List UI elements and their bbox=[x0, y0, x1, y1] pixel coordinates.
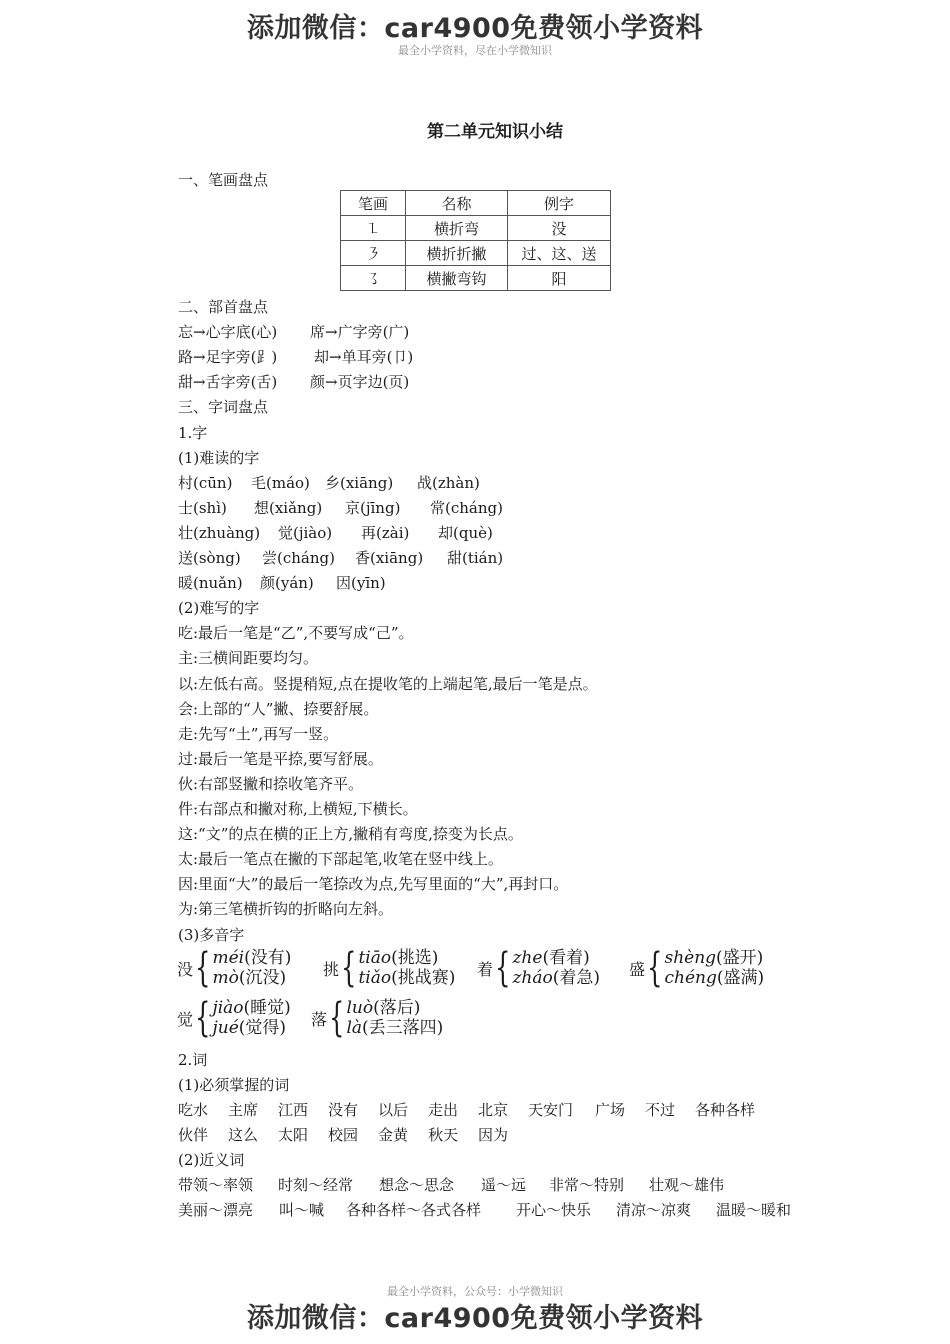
word-item: 秋天 bbox=[428, 1126, 459, 1144]
brace-icon: { bbox=[647, 945, 663, 991]
polyphone-word: (看着) bbox=[542, 948, 590, 968]
polyphone-group bbox=[177, 945, 292, 991]
top-faint-watermark: 最全小学资料，尽在小学微知识 bbox=[398, 44, 552, 57]
pinyin-item: 暖(nuǎn) bbox=[178, 574, 243, 592]
polyphone-word: (着急) bbox=[552, 968, 601, 988]
hard-read-heading: (1)难读的字 bbox=[178, 449, 260, 467]
hard-write-heading: (2)难写的字 bbox=[178, 599, 260, 617]
hard-read-line bbox=[178, 523, 493, 543]
pinyin-item: 乡(xiāng) bbox=[325, 474, 394, 492]
pinyin-item: 因(yīn) bbox=[336, 574, 386, 592]
section-heading-strokes: 一、笔画盘点 bbox=[178, 171, 269, 189]
example-cell: 过、这、送 bbox=[508, 241, 611, 266]
word-item: 因为 bbox=[478, 1126, 509, 1144]
bottom-faint-watermark: 最全小学资料，公众号：小学微知识 bbox=[387, 1285, 563, 1298]
polyphone-group bbox=[311, 995, 444, 1041]
word-item: 不过 bbox=[645, 1101, 676, 1119]
hard-write-line: 以:左低右高。竖提稍短,点在提收笔的上端起笔,最后一笔是点。 bbox=[178, 675, 598, 693]
polyphone-word: (盛开) bbox=[716, 948, 764, 968]
polyphone-reading: jiào bbox=[212, 998, 244, 1018]
top-watermark-banner: 添加微信：car4900免费领小学资料 bbox=[246, 13, 704, 44]
pinyin-item: 常(cháng) bbox=[430, 499, 503, 517]
polyphone-char: 着 bbox=[477, 959, 494, 979]
synonym-item: 非常～特别 bbox=[549, 1176, 625, 1194]
brace-icon: { bbox=[341, 945, 357, 991]
polyphone-heading: (3)多音字 bbox=[178, 926, 245, 944]
polyphone-char: 盛 bbox=[629, 959, 646, 979]
pinyin-item: 战(zhàn) bbox=[417, 474, 480, 492]
polyphone-word: (觉得) bbox=[238, 1018, 287, 1038]
pinyin-item: 士(shì) bbox=[178, 499, 227, 517]
table-row bbox=[341, 266, 611, 291]
table-row bbox=[341, 216, 611, 241]
polyphone-reading: méi bbox=[212, 948, 245, 968]
name-cell: 横折折撇 bbox=[406, 241, 508, 266]
pinyin-item: 想(xiǎng) bbox=[254, 499, 323, 517]
word-item: 没有 bbox=[328, 1101, 359, 1119]
bottom-watermark-banner: 添加微信：car4900免费领小学资料 bbox=[246, 1303, 704, 1334]
stroke-cell: ㇋ bbox=[341, 241, 406, 266]
hard-write-line: 会:上部的“人”撇、捺要舒展。 bbox=[178, 700, 379, 718]
pinyin-item: 颜(yán) bbox=[260, 574, 314, 592]
hard-read-line bbox=[178, 573, 386, 593]
synonym-item: 带领～率领 bbox=[178, 1176, 254, 1194]
hard-write-line: 为:第三笔横折钩的折略向左斜。 bbox=[178, 900, 394, 918]
word-item: 广场 bbox=[595, 1101, 626, 1119]
word-item: 主席 bbox=[228, 1101, 259, 1119]
name-cell: 横撇弯钩 bbox=[406, 266, 508, 291]
synonym-item: 开心～快乐 bbox=[516, 1201, 592, 1219]
pinyin-item: 村(cūn) bbox=[178, 474, 233, 492]
hard-read-line bbox=[178, 498, 503, 518]
stroke-cell: ㇌ bbox=[341, 266, 406, 291]
polyphone-reading: jué bbox=[212, 1018, 239, 1038]
synonym-heading: (2)近义词 bbox=[178, 1151, 245, 1169]
radical-item: 忘→心字底(心) bbox=[178, 323, 278, 341]
must-words-heading: (1)必须掌握的词 bbox=[178, 1076, 290, 1094]
pinyin-item: 再(zài) bbox=[361, 524, 410, 542]
word-item: 以后 bbox=[378, 1101, 409, 1119]
subheading-characters: 1.字 bbox=[178, 424, 208, 442]
brace-icon: { bbox=[495, 945, 511, 991]
polyphone-reading: shèng bbox=[664, 948, 717, 968]
word-item: 北京 bbox=[478, 1101, 509, 1119]
table-header-cell: 笔画 bbox=[341, 191, 406, 216]
word-item: 校园 bbox=[328, 1126, 359, 1144]
must-words-line bbox=[178, 1100, 755, 1120]
radical-item: 却→单耳旁(卩) bbox=[314, 348, 414, 366]
synonym-item: 各种各样～各式各样 bbox=[346, 1201, 482, 1219]
hard-write-line: 吃:最后一笔是“乙”,不要写成“己”。 bbox=[178, 624, 414, 642]
polyphone-char: 觉 bbox=[177, 1009, 194, 1029]
pinyin-item: 尝(cháng) bbox=[262, 549, 335, 567]
radical-item: 路→足字旁(⻊) bbox=[178, 348, 278, 366]
radical-line bbox=[178, 322, 409, 342]
polyphone-reading: là bbox=[346, 1018, 363, 1038]
section-heading-radicals: 二、部首盘点 bbox=[178, 298, 269, 316]
example-cell: 阳 bbox=[508, 266, 611, 291]
polyphone-reading: luò bbox=[346, 998, 374, 1018]
polyphone-word: (挑战赛) bbox=[391, 968, 456, 988]
strokes-table bbox=[340, 190, 611, 291]
synonym-item: 想念～思念 bbox=[379, 1176, 455, 1194]
radical-line bbox=[178, 347, 413, 367]
radical-item: 席→广字旁(广) bbox=[310, 323, 410, 341]
polyphone-reading: mò bbox=[212, 968, 239, 988]
polyphone-group bbox=[629, 945, 765, 991]
hard-write-line: 件:右部点和撇对称,上横短,下横长。 bbox=[178, 800, 418, 818]
polyphone-word: (盛满) bbox=[716, 968, 765, 988]
page-title: 第二单元知识小结 bbox=[427, 122, 563, 142]
example-cell: 没 bbox=[508, 216, 611, 241]
must-words-line bbox=[178, 1125, 508, 1145]
hard-write-line: 这:“文”的点在横的正上方,撇稍有弯度,捺变为长点。 bbox=[178, 825, 523, 843]
hard-read-line bbox=[178, 548, 503, 568]
section-heading-words: 三、字词盘点 bbox=[178, 398, 269, 416]
table-row bbox=[341, 241, 611, 266]
polyphone-word: (沉没) bbox=[238, 968, 287, 988]
polyphone-reading: chéng bbox=[664, 968, 717, 988]
radical-item: 颜→页字边(页) bbox=[310, 373, 410, 391]
pinyin-item: 送(sòng) bbox=[178, 549, 241, 567]
brace-icon: { bbox=[195, 945, 211, 991]
pinyin-item: 壮(zhuàng) bbox=[178, 524, 261, 542]
synonym-item: 清凉～凉爽 bbox=[616, 1201, 692, 1219]
synonym-item: 温暖～暖和 bbox=[716, 1201, 792, 1219]
word-item: 伙伴 bbox=[178, 1126, 209, 1144]
polyphone-word: (丢三落四) bbox=[362, 1018, 444, 1038]
radical-line bbox=[178, 372, 409, 392]
hard-write-line: 过:最后一笔是平捺,要写舒展。 bbox=[178, 750, 383, 768]
polyphone-word: (没有) bbox=[244, 948, 292, 968]
word-item: 这么 bbox=[228, 1126, 259, 1144]
polyphone-word: (睡觉) bbox=[243, 998, 291, 1018]
table-header-cell: 例字 bbox=[508, 191, 611, 216]
hard-write-line: 主:三横间距要均匀。 bbox=[178, 649, 319, 667]
synonym-line bbox=[178, 1200, 791, 1220]
polyphone-char: 挑 bbox=[323, 959, 340, 979]
word-item: 天安门 bbox=[528, 1101, 574, 1119]
polyphone-group bbox=[477, 945, 601, 991]
table-header-cell: 名称 bbox=[406, 191, 508, 216]
polyphone-group bbox=[323, 945, 456, 991]
word-item: 江西 bbox=[278, 1101, 309, 1119]
polyphone-word: (落后) bbox=[373, 998, 421, 1018]
synonym-item: 遥～远 bbox=[481, 1176, 527, 1194]
polyphone-word: (挑选) bbox=[391, 948, 439, 968]
synonym-item: 壮观～雄伟 bbox=[649, 1176, 725, 1194]
polyphone-reading: zháo bbox=[512, 968, 553, 988]
hard-write-line: 伙:右部竖撇和捺收笔齐平。 bbox=[178, 775, 364, 793]
pinyin-item: 京(jīng) bbox=[345, 499, 401, 517]
word-item: 各种各样 bbox=[695, 1101, 756, 1119]
polyphone-reading: tiǎo bbox=[358, 968, 392, 988]
polyphone-reading: tiāo bbox=[358, 948, 392, 968]
name-cell: 横折弯 bbox=[406, 216, 508, 241]
pinyin-item: 毛(máo) bbox=[251, 474, 310, 492]
pinyin-item: 香(xiāng) bbox=[355, 549, 424, 567]
polyphone-reading: zhe bbox=[512, 948, 543, 968]
table-header-row bbox=[341, 191, 611, 216]
radical-item: 甜→舌字旁(舌) bbox=[178, 373, 278, 391]
hard-write-line: 太:最后一笔点在撇的下部起笔,收笔在竖中线上。 bbox=[178, 850, 503, 868]
synonym-line bbox=[178, 1175, 724, 1195]
synonym-item: 时刻～经常 bbox=[278, 1176, 354, 1194]
polyphone-char: 没 bbox=[177, 959, 194, 979]
subheading-words: 2.词 bbox=[178, 1051, 208, 1069]
word-item: 吃水 bbox=[178, 1101, 209, 1119]
hard-read-line bbox=[178, 473, 480, 493]
pinyin-item: 觉(jiào) bbox=[278, 524, 333, 542]
hard-write-line: 走:先写“土”,再写一竖。 bbox=[178, 725, 339, 743]
brace-icon: { bbox=[329, 995, 345, 1041]
pinyin-item: 却(què) bbox=[438, 524, 493, 542]
hard-write-line: 因:里面“大”的最后一笔捺改为点,先写里面的“大”,再封口。 bbox=[178, 875, 569, 893]
synonym-item: 叫～喊 bbox=[279, 1201, 325, 1219]
word-item: 太阳 bbox=[278, 1126, 309, 1144]
brace-icon: { bbox=[195, 995, 211, 1041]
polyphone-char: 落 bbox=[311, 1009, 328, 1029]
word-item: 走出 bbox=[428, 1101, 459, 1119]
stroke-cell: ㇅ bbox=[341, 216, 406, 241]
pinyin-item: 甜(tián) bbox=[447, 549, 504, 567]
word-item: 金黄 bbox=[378, 1126, 409, 1144]
synonym-item: 美丽～漂亮 bbox=[178, 1201, 254, 1219]
polyphone-group bbox=[177, 995, 291, 1041]
